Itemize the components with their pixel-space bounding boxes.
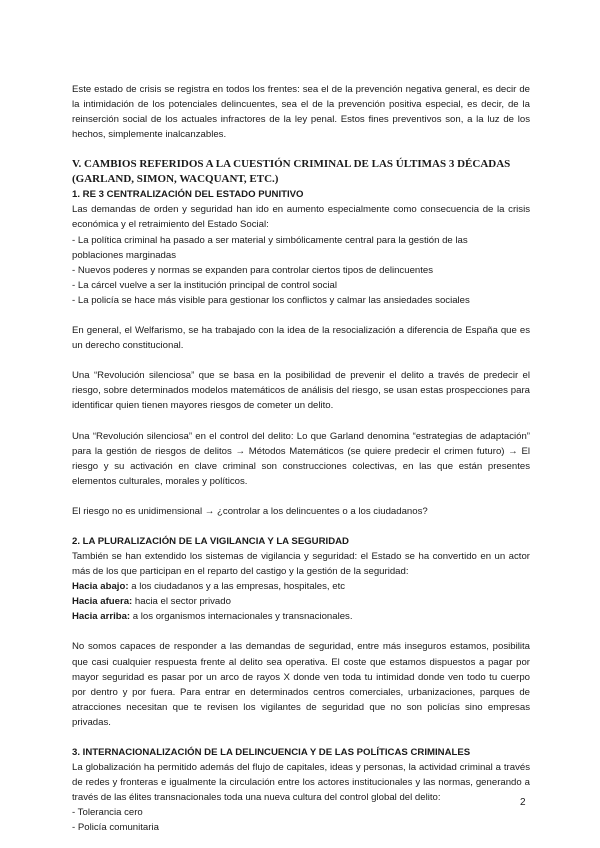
page-content: [72, 82, 530, 835]
direction-item: [72, 609, 530, 624]
paragraph-revolucion-1: Una “Revolución silenciosa” que se basa en la posibilidad de prevenir el delito a través de predecir el riesgo, sobre determinados modelos matemáticos de análisis del riesgo, se usan estas prospecciones para identificar quien tienen mayores riesgos de cometer un delito.: [72, 370, 530, 412]
bullet-item: - Tolerancia cero: [72, 807, 143, 819]
direction-text: a los ciudadanos y a las empresas, hospitales, etc: [128, 581, 346, 593]
paragraph-riesgo: El riesgo no es unidimensional → ¿controlar a los delincuentes o a los ciudadanos?: [72, 505, 428, 517]
subsection-3-intro: La globalización ha permitido además del flujo de capitales, ideas y personas, la actividad criminal a través de redes y fronteras e igualmente la circulación entre los actores institucionales y las normas, generando a través de las élites transnacionales toda una nueva cultura del control global del delito:: [72, 762, 530, 804]
paragraph-welfarismo: En general, el Welfarismo, se ha trabajado con la idea de la resocialización a diferencia de España que es un derecho constitucional.: [72, 325, 530, 352]
subsection-1-intro: Las demandas de orden y seguridad han ido en aumento especialmente como consecuencia de la crisis económica y el retraimiento del Estado Social:: [72, 204, 530, 231]
direction-item: [72, 579, 530, 594]
direction-label: Hacia arriba:: [72, 611, 131, 623]
bullet-item: - La política criminal ha pasado a ser material y simbólicamente central para la gestión de las: [72, 234, 468, 246]
bullet-item: poblaciones marginadas: [72, 249, 176, 261]
section-title: V. CAMBIOS REFERIDOS A LA CUESTIÓN CRIMINAL DE LAS ÚLTIMAS 3 DÉCADAS (GARLAND, SIMON, WACQUANT, ETC.): [72, 158, 511, 186]
bullet-item: - Nuevos poderes y normas se expanden para controlar ciertos tipos de delincuentes: [72, 264, 434, 276]
subsection-1-title: 1. RE 3 CENTRALIZACIÓN DEL ESTADO PUNITIVO: [72, 189, 304, 201]
page-number: 2: [520, 797, 526, 808]
direction-text: hacia el sector privado: [132, 596, 231, 608]
direction-label: Hacia afuera:: [72, 596, 133, 608]
paragraph-seguridad: No somos capaces de responder a las demandas de seguridad, entre más inseguros estamos, posibilita que casi cualquier respuesta frente al delito sea operativa. El coste que estamos dispuestos a pagar por mayor seguridad es pasar por un arco de rayos X donde ven toda tu intimidad donde ven todo tu cuerpo por dentro y por fuera. Para entrar en determinados centros comerciales, urbanizaciones, parques de atracciones necesitan que te revisen los vigilantes de seguridad que no son policías sino empresas privadas.: [72, 641, 530, 728]
subsection-2-intro: También se han extendido los sistemas de vigilancia y seguridad: el Estado se ha convertido en un actor más de los que participan en el reparto del castigo y la gestión de la seguridad:: [72, 550, 530, 578]
direction-label: Hacia abajo:: [72, 581, 129, 593]
subsection-3-title: 3. INTERNACIONALIZACIÓN DE LA DELINCUENCIA Y DE LAS POLÍTICAS CRIMINALES: [72, 747, 471, 758]
direction-text: a los organismos internacionales y transnacionales.: [130, 611, 353, 623]
bullet-item: - La policía se hace más visible para gestionar los conflictos y calmar las ansiedades sociales: [72, 294, 470, 306]
bullet-item: - La cárcel vuelve a ser la institución principal de control social: [72, 279, 338, 291]
direction-item: [72, 594, 530, 609]
paragraph-revolucion-2: Una “Revolución silenciosa” en el control del delito: Lo que Garland denomina “estrategias de adaptación” para la gestión de riesgos de delitos → Métodos Matemáticos (se quiere predecir el crimen futuro) → El riesgo y su activación en clave criminal son construcciones colectivas, en las que están presentes elementos culturales, morales y políticos.: [72, 430, 530, 487]
subsection-2-title: 2. LA PLURALIZACIÓN DE LA VIGILANCIA Y LA SEGURIDAD: [72, 535, 349, 547]
bullet-item: - Policía comunitaria: [72, 822, 159, 834]
intro-paragraph: Este estado de crisis se registra en todos los frentes: sea el de la prevención negativa general, es decir de la intimidación de los potenciales delincuentes, sea el de la prevención positiva especial, es decir, de la reinserción social de los actuales infractores de la ley penal. Estos fines preventivos son, a la luz de los hechos, simplemente inalcanzables.: [72, 84, 530, 141]
